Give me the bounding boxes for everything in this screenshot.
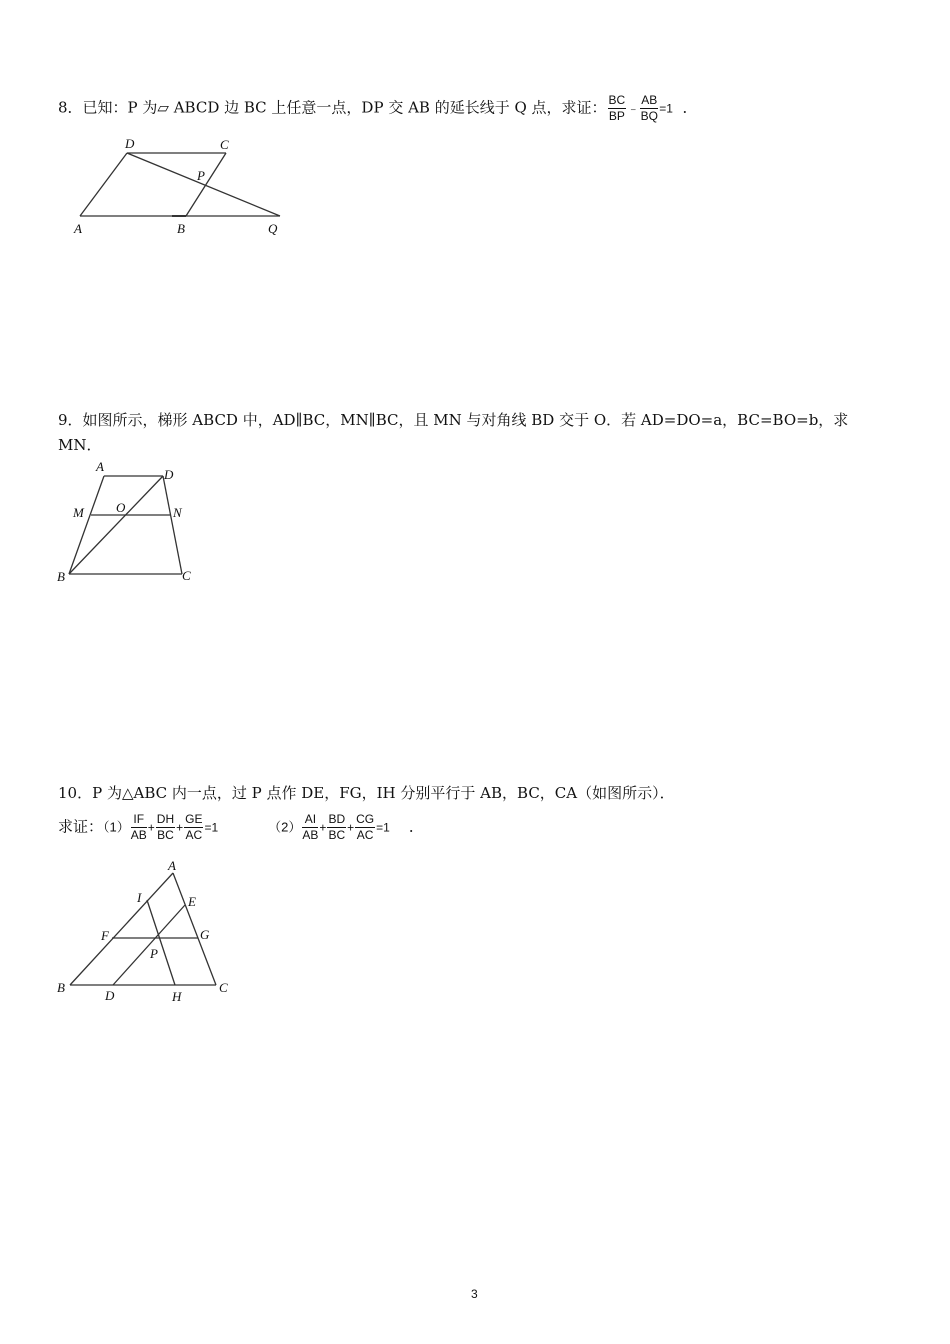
label-9-O: O (116, 500, 126, 515)
label-8-Q: Q (268, 221, 278, 236)
label-8-A: A (74, 221, 82, 236)
period: ． (682, 98, 698, 117)
label-10-C: C (219, 980, 228, 995)
minus-sign: ﹣ (627, 101, 640, 116)
segment-dc-right (163, 476, 182, 574)
problem-9-line-2: MN． (58, 436, 102, 454)
label-10-E: E (188, 894, 196, 909)
part-2-label: （2） (268, 819, 302, 835)
equals-one: =1 (659, 101, 673, 116)
label-10-P: P (150, 946, 158, 961)
label-9-M: M (73, 505, 84, 520)
segment-ad (80, 153, 127, 216)
fraction-if-ab: $\frac{IF}{AB}$ (130, 812, 147, 842)
problem-10-line-1: 10．P 为△ABC 内一点，过 P 点作 DE，FG，IH 分别平行于 AB，BC，CA（如图所示）． (58, 784, 675, 802)
fraction-dh-bc: $\frac{DH}{BC}$ (156, 812, 175, 842)
label-10-D: D (105, 988, 115, 1003)
plus-sign: + (347, 820, 355, 835)
label-9-A: A (96, 459, 104, 474)
label-10-G: G (200, 927, 210, 942)
label-10-H: H (172, 989, 182, 1004)
part-1-label: （1） (103, 819, 130, 835)
segment-ih (147, 900, 175, 985)
plus-sign: + (147, 820, 155, 835)
plus-sign: + (319, 820, 327, 835)
plus-sign: + (176, 820, 184, 835)
segment-ab-left (69, 476, 104, 574)
label-8-C: C (220, 137, 229, 152)
problem-8-text: 8．已知：P 为▱ ABCD 边 BC 上任意一点，DP 交 AB 的延长线于 Q 点，求证： (58, 98, 607, 117)
page-number: 3 (471, 1287, 478, 1301)
label-9-N: N (173, 505, 182, 520)
label-9-B: B (57, 569, 65, 584)
period: ． (408, 817, 424, 836)
label-9-C: C (182, 568, 191, 583)
label-10-F: F (101, 928, 109, 943)
fraction-ge-ac: $\frac{GE}{AC}$ (185, 812, 203, 842)
fraction-ab-bq: $\frac{AB}{BQ}$ (640, 93, 658, 123)
label-10-I: I (137, 890, 142, 905)
segment-cb (186, 153, 226, 216)
label-8-P: P (197, 168, 205, 183)
label-10-B: B (57, 980, 65, 995)
segment-bd (69, 476, 163, 574)
label-9-D: D (164, 467, 174, 482)
equals-one: =1 (204, 820, 219, 835)
problem-10-prove-line (58, 813, 424, 842)
segment-ac-tri (173, 873, 216, 985)
fraction-bd-bc: $\frac{BD}{BC}$ (328, 812, 346, 842)
label-8-B: B (177, 221, 185, 236)
label-8-D: D (125, 136, 135, 151)
equals-one: =1 (376, 820, 390, 835)
problem-8-statement (58, 94, 698, 123)
label-10-A: A (168, 858, 176, 873)
segment-ab-tri (70, 873, 173, 985)
fraction-cg-ac: $\frac{CG}{AC}$ (356, 812, 375, 842)
problem-9-line-1: 9．如图所示，梯形 ABCD 中，AD∥BC，MN∥BC，且 MN 与对角线 BD 交于 O．若 AD=DO=a，BC=BO=b，求 (58, 411, 849, 429)
fraction-ai-ab: $\frac{AI}{AB}$ (302, 812, 319, 842)
segment-dq (127, 153, 280, 216)
segment-de (113, 905, 185, 985)
fraction-bc-bp: $\frac{BC}{BP}$ (608, 93, 626, 123)
prove-label: 求证： (58, 817, 104, 836)
